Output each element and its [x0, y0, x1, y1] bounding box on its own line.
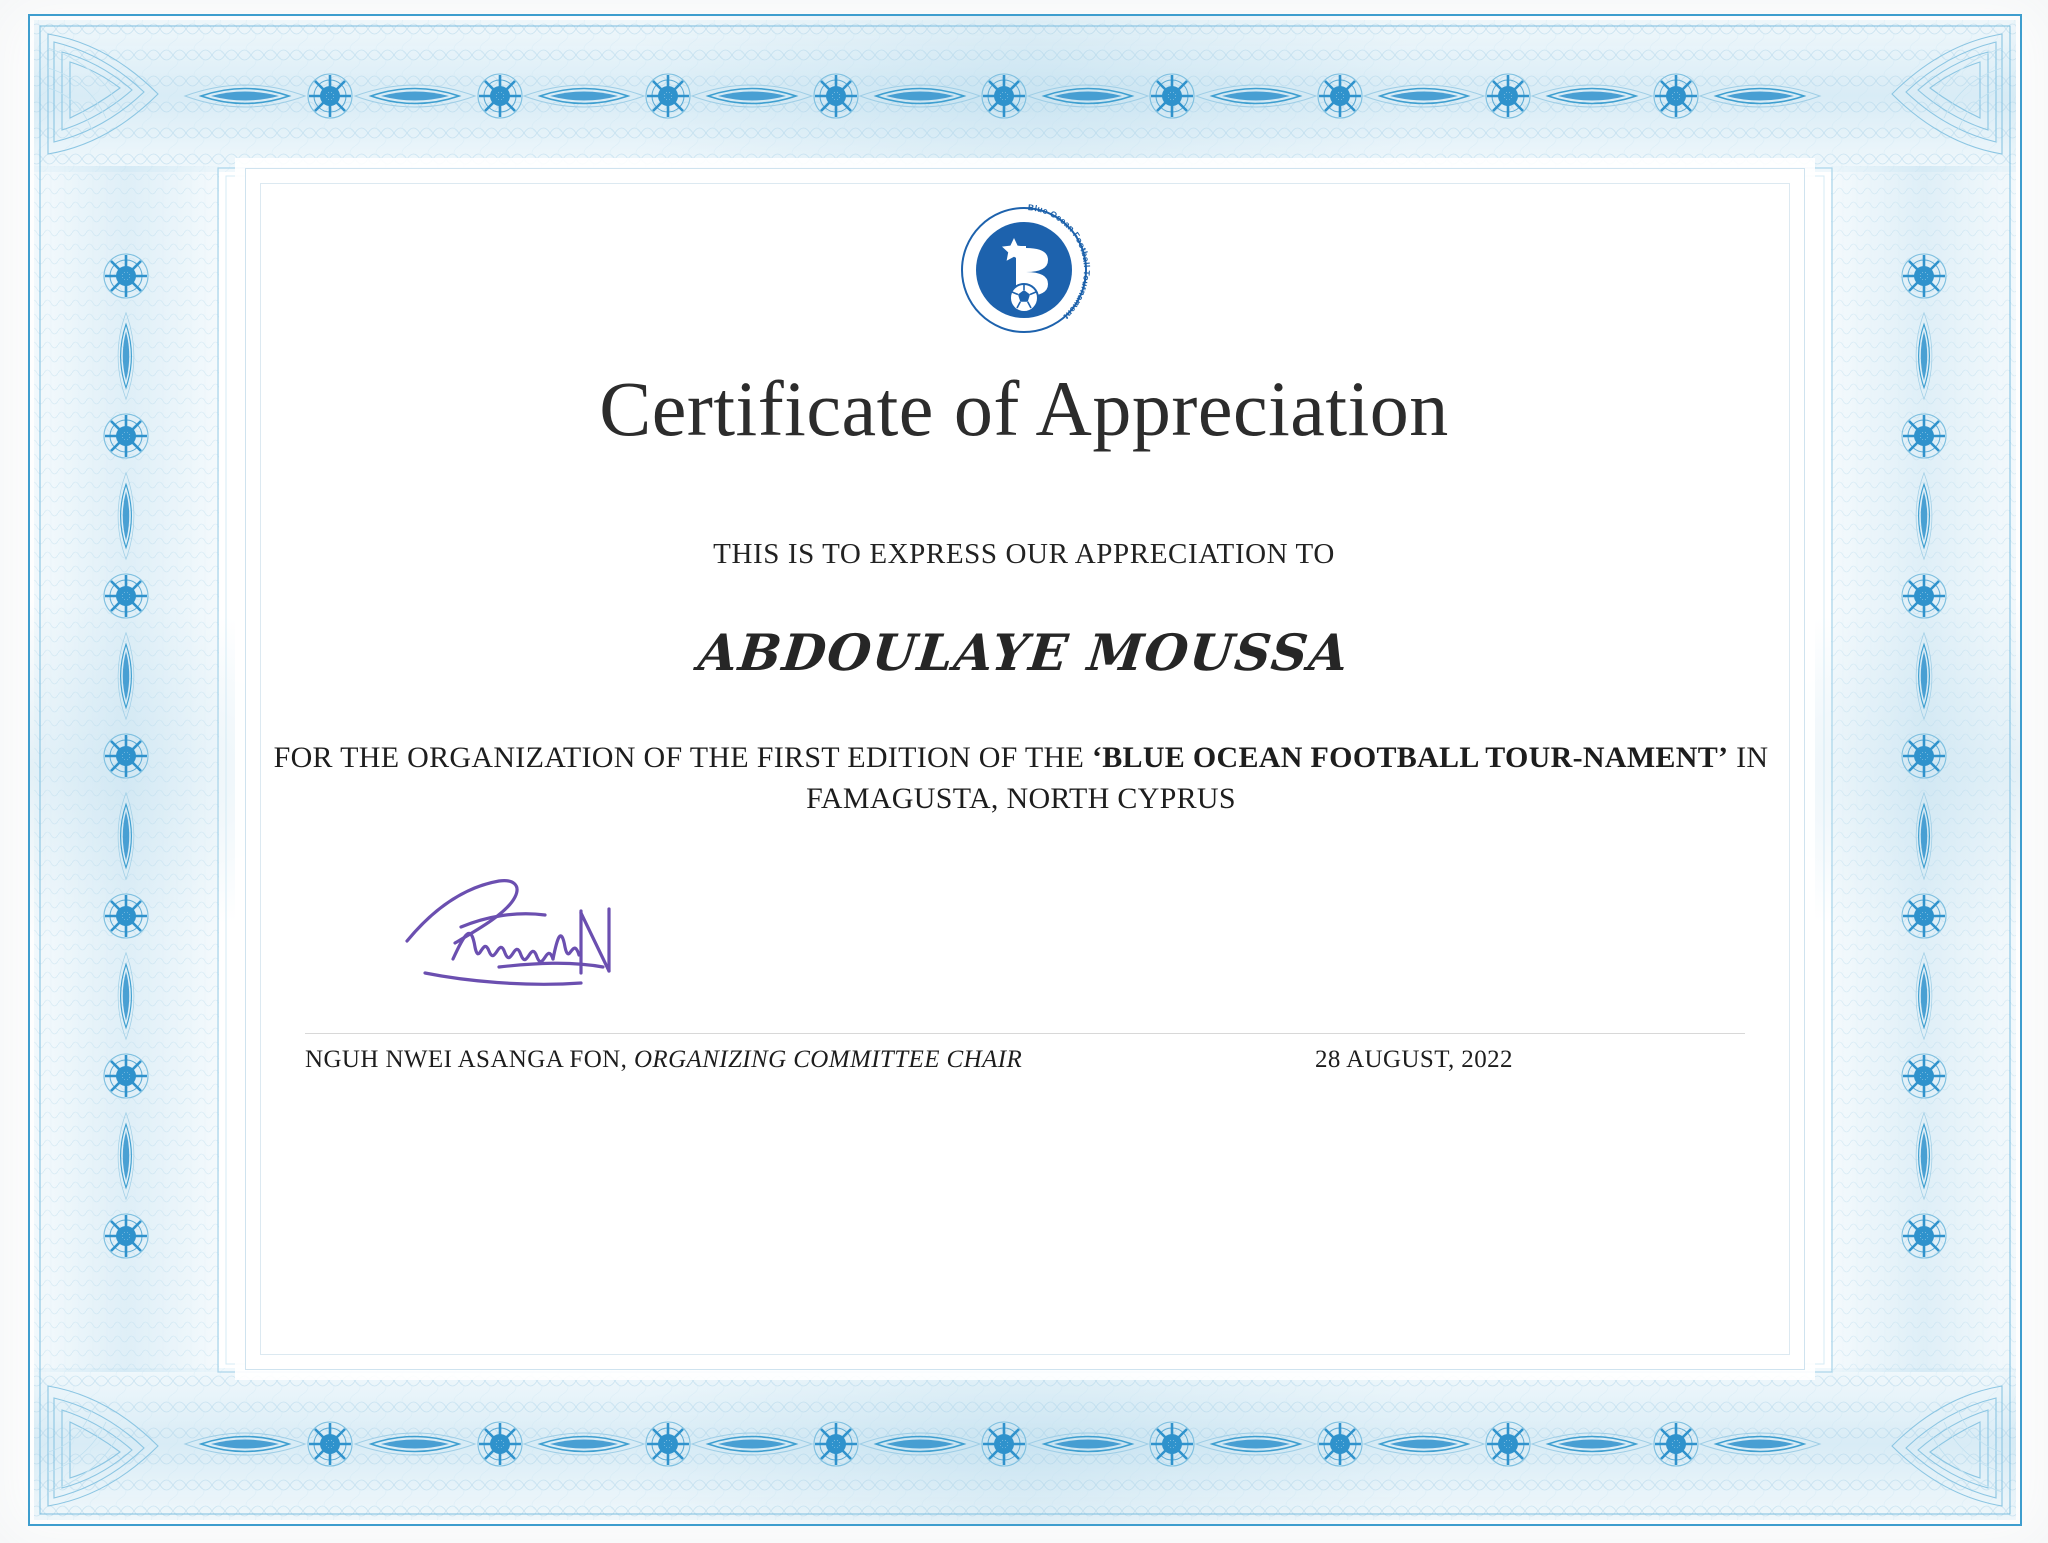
reason-part-2: IN FAMAGUSTA, NORTH CYPRUS [806, 741, 1769, 815]
page-title: Certificate of Appreciation [599, 365, 1449, 452]
recipient-name: ABDOULAYE MOUSSA [695, 623, 1353, 682]
reason-part-1: FOR THE ORGANIZATION OF THE FIRST EDITION OF THE [273, 741, 1092, 774]
issue-date: 28 AUGUST, 2022 [1315, 1046, 1513, 1073]
certificate-content [245, 168, 1803, 1368]
appreciation-intro-line: THIS IS TO EXPRESS OUR APPRECIATION TO [713, 538, 1335, 570]
logo-icon [944, 190, 1104, 350]
reason-emphasis: ‘BLUE OCEAN FOOTBALL TOUR-NAMENT’ [1091, 741, 1729, 774]
logo-ring-text: Blue Ocean Football Tournament [1027, 202, 1093, 322]
appreciation-reason [261, 738, 1781, 819]
signer-name: NGUH NWEI ASANGA FON, [305, 1046, 628, 1073]
signer-role: ORGANIZING COMMITTEE CHAIR [633, 1046, 1023, 1073]
signer-line [305, 1046, 1022, 1074]
handwritten-signature [395, 863, 725, 1013]
signature-block [305, 828, 1745, 1228]
blue-ocean-football-tournament-logo [944, 190, 1104, 350]
signature-rule [305, 1033, 1745, 1034]
